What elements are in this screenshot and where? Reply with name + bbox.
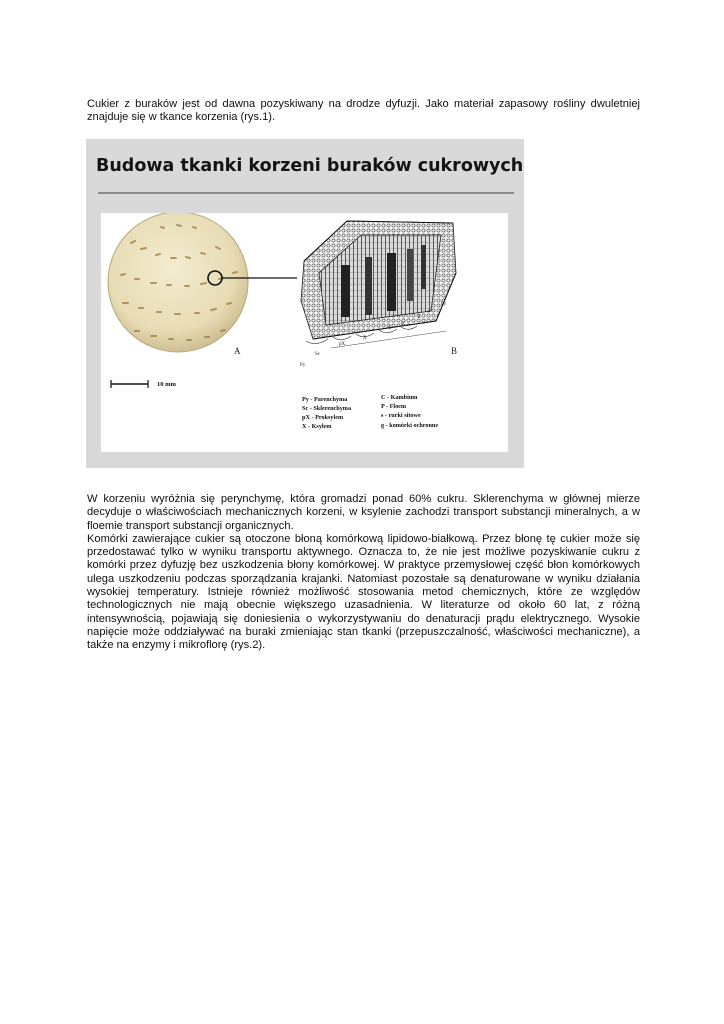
diagram-label-p: P bbox=[401, 322, 404, 327]
figure-legend bbox=[302, 394, 438, 430]
legend-item: Py - Parenchyma bbox=[302, 396, 348, 403]
label-b: B bbox=[451, 346, 458, 356]
diagram-label-c: C bbox=[388, 326, 392, 331]
diagram-label-x: X bbox=[363, 336, 367, 341]
tissue-block-diagram bbox=[301, 221, 456, 348]
figure-title-rule bbox=[98, 192, 514, 194]
legend-item: g - komórki ochronne bbox=[381, 422, 439, 429]
intro-paragraph: Cukier z buraków jest od dawna pozyskiwany na drodze dyfuzji. Jako materiał zapasowy rośliny dwuletniej znajduje się w tkance korzenia (rys.1). bbox=[87, 98, 640, 124]
body-text bbox=[87, 493, 640, 653]
scale-bar bbox=[111, 380, 148, 388]
diagram-label-py-2: Py bbox=[441, 302, 447, 307]
beet-cross-section-image bbox=[108, 213, 297, 352]
legend-item: X - Ksylem bbox=[302, 423, 332, 430]
legend-item: C - Kambium bbox=[381, 394, 418, 401]
diagram-label-py: Py bbox=[300, 363, 306, 368]
legend-item: pX - Proksylem bbox=[302, 414, 344, 421]
figure-panel bbox=[101, 213, 508, 452]
figure-title: Budowa tkanki korzeni buraków cukrowych bbox=[96, 156, 524, 176]
diagram-label-s: s bbox=[428, 309, 430, 314]
diagram-label-sc: Sc bbox=[315, 352, 320, 357]
legend-item: Sc - Sklerenchyma bbox=[302, 405, 352, 412]
diagram-label-g: g bbox=[418, 314, 421, 319]
label-a: A bbox=[234, 346, 241, 356]
legend-item: P - Floem bbox=[381, 403, 407, 410]
paragraph-tissue-functions: W korzeniu wyróżnia się perynchymę, która gromadzi ponad 60% cukru. Sklerenchyma w głównej mierze decyduje o właściwościach mechanicznych korzeni, w ksylenie zachodzi transport substancji mineralnych, a w floemie transport substancji organicznych. bbox=[87, 493, 640, 532]
legend-item: s - rurki sitowe bbox=[381, 412, 421, 419]
paragraph-cell-membranes: Komórki zawierające cukier są otoczone błoną komórkową lipidowo-białkową. Przez błonę tę cukier może się przedostawać tylko w wyniku transportu aktywnego. Oznacza to, że nie jest możliwe pozyskiwanie cukru z komórki przez dyfuzję bez uszkodzenia błony komórkowej. W praktyce przemysłowej część błon komórkowych ulega uszkodzeniu podczas sporządzania krajanki. Natomiast pozostałe są denaturowane w wyniku działania wysokiej temperatury. Istnieje również możliwość stosowania metod chemicznych, które ze względów technologicznych nie mają obecnie większego uzasadnienia. W literaturze od około 60 lat, z różną intensywnością, pojawiają się doniesienia o wykorzystywaniu do denaturacji prądu elektrycznego. Wysokie napięcie może oddziaływać na buraki zmieniając stan tkanki (przepuszczalność, właściwości mechaniczne), a także na enzymy i mikroflorę (rys.2). bbox=[87, 532, 640, 652]
diagram-label-px: pX bbox=[339, 342, 346, 347]
figure-beet-root-tissue bbox=[86, 139, 524, 468]
figure-illustration bbox=[101, 213, 508, 452]
scale-label: 10 mm bbox=[157, 381, 176, 388]
